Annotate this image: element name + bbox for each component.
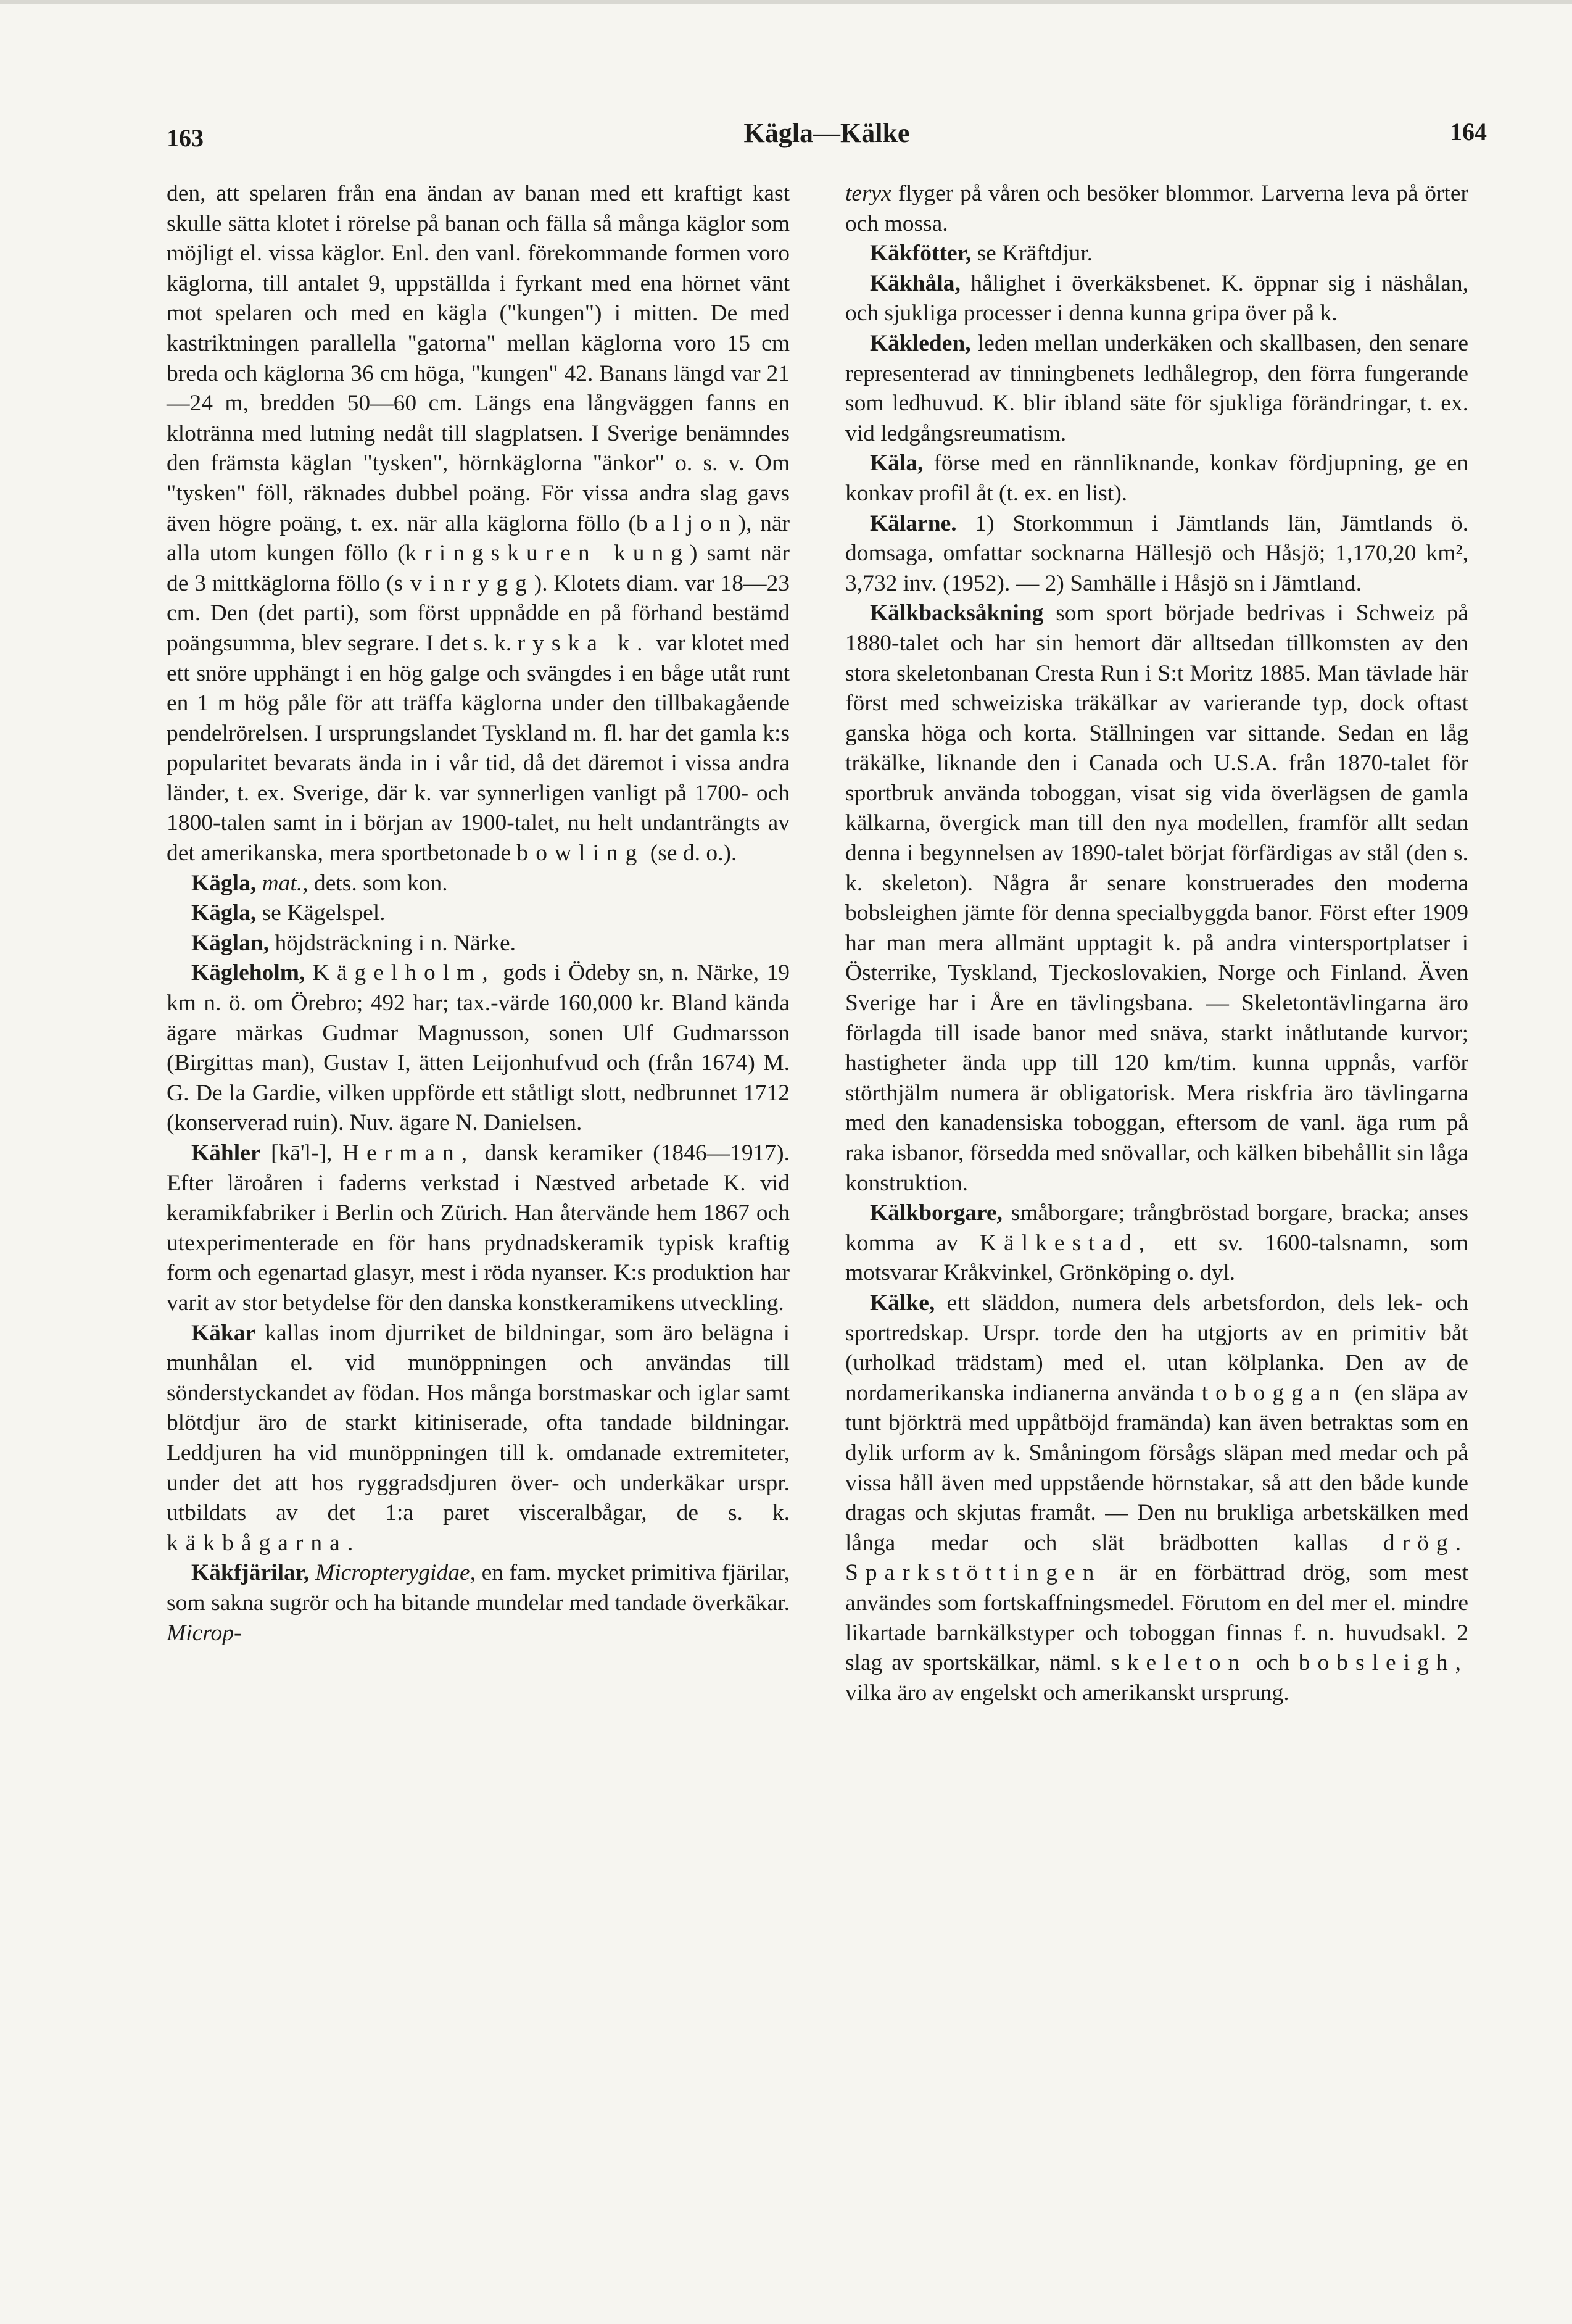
entry-kagla-mat: Kägla, mat., dets. som kon.	[191, 870, 448, 896]
entry-headword: Kägla,	[191, 900, 257, 926]
entry-kakfotter: Käkfötter, se Kräftdjur.	[870, 241, 1093, 267]
entry-kakfjarilar: Käkfjärilar, Micropterygidae, en fam. mycket primitiva fjärilar, som sakna sugrör och ha bitande mundelar med tandade överkäkar. Microp-	[167, 1560, 790, 1646]
running-title: Kägla—Kälke	[743, 118, 910, 148]
entry-headword: Käkar	[191, 1320, 256, 1346]
entry-kagla: Kägla, se Kägelspel.	[191, 900, 386, 926]
entry-headword: Käkleden,	[870, 330, 971, 356]
entry-headword: Kälarne.	[870, 510, 957, 536]
entry-headword: Kälkborgare,	[870, 1200, 1003, 1226]
entry-kahler: Kähler [kā'l-], Herman, dansk keramiker (1846—1917). Efter läroåren i faderns verkstad i Næstved arbetade K. vid keramikfabriker i Berlin och Zürich. Han återvände hem 1867 och utexperimenterade en för hans prydnadskeramik typisk kraftig form och egenartad glasyr, mest i röda nyanser. K:s produktion har varit av stor betydelse för den danska konstkeramikens utveckling.	[167, 1140, 790, 1316]
entry-headword: Käla,	[870, 450, 924, 476]
top-edge-line	[0, 0, 1572, 4]
entry-headword: Käglan,	[191, 930, 270, 956]
entry-headword: Kähler	[191, 1140, 261, 1166]
continued-paragraph-kakfjarilar: teryx flyger på våren och besöker blommor. Larverna leva på örter och mossa.	[845, 181, 1468, 236]
left-column	[167, 179, 790, 1648]
page-header	[167, 117, 1487, 167]
entry-headword: Kälkbacksåkning	[870, 600, 1044, 626]
continued-paragraph-kagelspel: den, att spelaren från ena ändan av banan med ett kraftigt kast skulle sätta klotet i rörelse på banan och fälla så många käglor som möjligt el. vissa käglor. Enl. den vanl. förekommande formen voro käglorna, till antalet 9, uppställda i fyrkant med ena hörnet vänt mot spelaren och med en kägla ("kungen") i mitten. De med kastriktningen parallella "gatorna" mellan käglorna voro 15 cm breda och käglorna 36 cm höga, "kungen" 42. Banans längd var 21—24 m, bredden 50—60 cm. Längs ena långväggen fanns en klotränna med lutning nedåt till slagplatsen. I Sverige benämndes den främsta käglan "tysken", hörnkäglorna "änkor" o. s. v. Om "tysken" föll, räknades dubbel poäng. För vissa andra slag gavs även högre poäng, t. ex. när alla käglorna föllo (baljon), när alla utom kungen föllo (kringskuren kung) samt när de 3 mittkäglorna föllo (svinrygg). Klotets diam. var 18—23 cm. Den (det parti), som först uppnådde en på förhand bestämd poängsumma, blev segrare. I det s. k. ryska k. var klotet med ett snöre upphängt i en hög galge och svängdes i en båge utåt runt en 1 m hög påle för att träffa käglorna under den tillbakagående pendelrörelsen. I ursprungslandet Tyskland m. fl. har det gamla k:s popularitet bevarats ända in i vår tid, då det däremot i vissa andra länder, t. ex. Sverige, där k. var synnerligen vanligt på 1700- och 1800-talen samt in i början av 1900-talet, nu helt undanträngts av det amerikanska, mera sportbetonade bowling (se d. o.).	[167, 181, 790, 866]
entry-kalkbacksakning: Kälkbacksåkning som sport började bedrivas i Schweiz på 1880-talet och har sin hemort där alltsedan tillkomsten av den stora skeletonbanan Cresta Run i S:t Moritz 1885. Man tävlade här först med schweiziska träkälkar av varierande typ, dock oftast ganska höga och korta. Ställningen var sittande. Sedan en låg träkälke, liknande den i Canada och U.S.A. från 1870-talet för sportbruk använda toboggan, visat sig vida överlägsen de gamla kälkarna, övergick man till den nya modellen, framför allt sedan denna i begynnelsen av 1890-talet börjat förfärdigas av stål (den s. k. skeleton). Några år senare konstruerades den moderna bobsleighen jämte för denna specialbyggda banor. Först efter 1909 har man mera allmänt upptagit k. på andra vintersportplatser i Österrike, Tyskland, Tjeckoslovakien, Norge och Finland. Även Sverige har i Åre en tävlingsbana. — Skeletontävlingarna äro förlagda till isade banor med snäva, starkt inåtlutande kurvor; hastigheter ända upp till 120 km/tim. kunna uppnås, varför störthjälm numera är obligatorisk. Mera riskfria äro tävlingarna med den kanadensiska toboggan, eftersom de vanl. äga rum på raka isbanor, försedda med snövallar, och kälken bibehållit sin låga konstruktion.	[845, 600, 1468, 1196]
entry-kalke: Kälke, ett släddon, numera dels arbetsfordon, dels lek- och sportredskap. Urspr. torde den ha utgjorts av en primitiv båt (urholkad trädstam) med el. utan kölplanka. Den av de nordamerikanska indianerna använda toboggan (en släpa av tunt björkträ med uppåtböjd framända) kan även betraktas som en dylik urform av k. Småningom försågs släpan med medar och på vissa håll även med uppstående hörnstakar, så att den både kunde dragas och skjutas framåt. — Den nu brukliga arbetskälken med långa medar och slät brädbotten kallas drög. Sparkstöttingen är en förbättrad drög, som mest användes som fortskaffningsmedel. Förutom en del mer el. mindre likartade barnkälkstyper och toboggan finnas f. n. huvudsakl. 2 slag av sportskälkar, näml. skeleton och bobsleigh, vilka äro av engelskt och amerikanskt ursprung.	[845, 1290, 1468, 1706]
entry-kakleden: Käkleden, leden mellan underkäken och skallbasen, den senare representerad av tinningbenets ledhålegrop, den förra fungerande som ledhuvud. K. blir ibland säte för sjukliga förändringar, t. ex. vid ledgångsreumatism.	[845, 330, 1468, 446]
entry-kaglan: Käglan, höjdsträckning i n. Närke.	[191, 930, 516, 956]
page-number-left: 163	[167, 124, 204, 152]
entry-headword: Kälke,	[870, 1290, 935, 1316]
entry-headword: Käkfjärilar,	[191, 1560, 310, 1586]
page-number-right: 164	[1450, 118, 1487, 146]
entry-headword: Käkfötter,	[870, 241, 972, 267]
entry-kagleholm: Kägleholm, Kägelholm, gods i Ödeby sn, n. Närke, 19 km n. ö. om Örebro; 492 har; tax.-värde 160,000 kr. Bland kända ägare märkas Gudmar Magnusson, sonen Ulf Gudmarsson (Birgittas man), Gustav I, ätten Leijonhufvud och (från 1674) M. G. De la Gardie, vilken uppförde ett ståtligt slott, nedbrunnet 1712 (konserverad ruin). Nuv. ägare N. Danielsen.	[167, 960, 790, 1136]
entry-kalarne: Kälarne. 1) Storkommun i Jämtlands län, Jämtlands ö. domsaga, omfattar socknarna Hällesjö och Håsjö; 1,170,20 km², 3,732 inv. (1952). — 2) Samhälle i Håsjö sn i Jämtland.	[845, 510, 1468, 596]
entry-headword: Kägla,	[191, 870, 257, 896]
entry-kakar: Käkar kallas inom djurriket de bildningar, som äro belägna i munhålan el. vid munöppningen och användas till sönderstyckandet av födan. Hos många borstmaskar och iglar samt blötdjur äro de starkt kitiniserade, ofta tandade bildningar. Leddjuren ha vid munöppningen till k. omdanade extremiteter, under det att hos ryggradsdjuren över- och underkäkar urspr. utbildats av det 1:a paret visceralbågar, de s. k. käkbågarna.	[167, 1320, 790, 1556]
entry-headword: Kägleholm,	[191, 960, 305, 986]
right-column	[845, 179, 1468, 1708]
entry-kalkborgare: Kälkborgare, småborgare; trångbröstad borgare, bracka; anses komma av Kälkestad, ett sv. 1600-talsnamn, som motsvarar Kråkvinkel, Grönköping o. dyl.	[845, 1200, 1468, 1286]
entry-headword: Käkhåla,	[870, 270, 961, 296]
entry-kala: Käla, förse med en rännliknande, konkav fördjupning, ge en konkav profil åt (t. ex. en list).	[845, 450, 1468, 506]
entry-kakhala: Käkhåla, hålighet i överkäksbenet. K. öppnar sig i näshålan, och sjukliga processer i denna kunna gripa över på k.	[845, 270, 1468, 326]
